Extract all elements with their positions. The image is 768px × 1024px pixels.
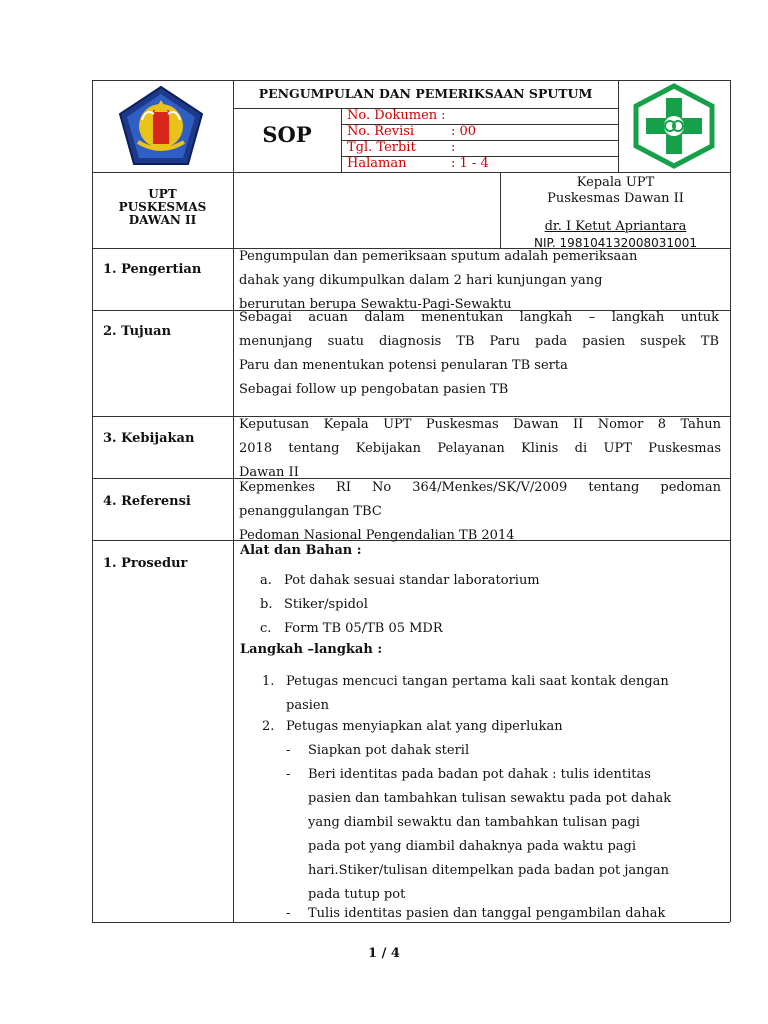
organization-line: UPT [148,187,177,201]
sub-item-1 [286,739,469,763]
langkah-step-2 [262,715,563,739]
list-item [260,569,540,593]
tujuan-content [239,306,719,402]
list-text: Stiker/spidol [284,597,368,612]
organization-line: DAWAN II [128,213,197,227]
section-label-tujuan: 2. Tujuan [103,324,172,339]
list-text: Petugas mencuci tangan pertama kali saat kontak dengan [286,674,669,689]
meta-label: Tgl. Terbit [347,140,416,155]
list-item [260,593,540,617]
meta-row-issue-date [347,140,455,156]
list-text: pasien [286,698,329,713]
meta-label: Halaman [347,156,407,171]
meta-row-document-no [347,108,446,124]
list-text: Siapkan pot dahak steril [308,743,470,758]
list-marker: 2. [262,719,275,734]
meta-value: : [441,108,446,123]
list-text: yang diambil sewaktu dan tambahkan tulisan pagi [308,815,640,830]
text-line: Kepmenkes RI No 364/Menkes/SK/V/2009 tentang pedoman [239,480,721,495]
list-marker: c. [260,621,272,636]
list-marker: 1. [262,674,275,689]
government-emblem-logo [116,84,206,168]
text-line: penanggulangan TBC [239,504,382,519]
section-label-prosedur: 1. Prosedur [103,556,188,571]
sub-item-3 [286,902,665,926]
head-title-line: Puskesmas Dawan II [547,191,684,206]
head-nip: NIP. 198104132008031001 [534,236,697,250]
document-title: PENGUMPULAN DAN PEMERIKSAAN SPUTUM [258,86,593,101]
kebijakan-content [239,413,721,485]
list-marker: a. [260,573,272,588]
section-label-pengertian: 1. Pengertian [103,262,202,277]
langkah-step-1 [262,670,669,718]
dash-marker: - [286,906,291,921]
meta-label: No. Dokumen [347,108,438,123]
meta-value: : [451,140,456,155]
list-text: pada tutup pot [308,887,406,902]
section-label-kebijakan: 3. Kebijakan [103,431,195,446]
list-text: pasien dan tambahkan tulisan sewaktu pada pot dahak [308,791,672,806]
text-line: dahak yang dikumpulkan dalam 2 hari kunjungan yang [239,273,603,288]
text-line: Keputusan Kepala UPT Puskesmas Dawan II Nomor 8 Tahun [239,417,721,432]
meta-value: : 00 [451,124,477,139]
alat-list [260,569,540,641]
list-text: Pot dahak sesuai standar laboratorium [284,573,540,588]
referensi-content [239,476,721,548]
text-line: Sebagai follow up pengobatan pasien TB [239,382,509,397]
list-text: Beri identitas pada badan pot dahak : tulis identitas [308,767,651,782]
dash-marker: - [286,743,291,758]
list-text: Tulis identitas pasien dan tanggal pengambilan dahak [308,906,666,921]
text-line: menunjang suatu diagnosis TB Paru pada pasien suspek TB [239,334,719,349]
text-line: Pedoman Nasional Pengendalian TB 2014 [239,528,515,543]
list-text: hari.Stiker/tulisan ditempelkan pada badan pot jangan [308,863,669,878]
text-line: 2018 tentang Kebijakan Pelayanan Klinis di UPT Puskesmas [239,441,721,456]
alat-heading: Alat dan Bahan : [240,543,362,558]
head-name: dr. I Ketut Apriantara [544,219,687,234]
langkah-heading: Langkah –langkah : [240,642,383,657]
head-signature-block [501,175,730,251]
meta-label: No. Revisi [347,124,415,139]
sub-item-2 [286,763,671,907]
organization-line: PUSKESMAS [118,200,207,214]
meta-value: : 1 - 4 [451,156,489,171]
list-text: Petugas menyiapkan alat yang diperlukan [286,719,563,734]
dash-marker: - [286,767,291,782]
list-text: pada pot yang diambil dahaknya pada waktu pagi [308,839,637,854]
organization-name [92,188,233,227]
list-item [260,617,540,641]
section-label-referensi: 4. Referensi [103,494,191,509]
sop-label: SOP [262,122,312,147]
list-marker: b. [260,597,273,612]
puskesmas-cross-logo [630,82,718,170]
text-line: Pengumpulan dan pemeriksaan sputum adalah pemeriksaan [239,249,638,264]
page-number: 1 / 4 [368,946,400,961]
head-title-line: Kepala UPT [576,175,655,190]
meta-row-page [347,156,489,172]
text-line: Dawan II [239,465,299,480]
list-text: Form TB 05/TB 05 MDR [284,621,443,636]
meta-row-revision [347,124,476,140]
text-line: Sebagai acuan dalam menentukan langkah – langkah untuk [239,310,719,325]
text-line: berurutan berupa Sewaktu-Pagi-Sewaktu [239,297,512,312]
text-line: Paru dan menentukan potensi penularan TB serta [239,358,568,373]
